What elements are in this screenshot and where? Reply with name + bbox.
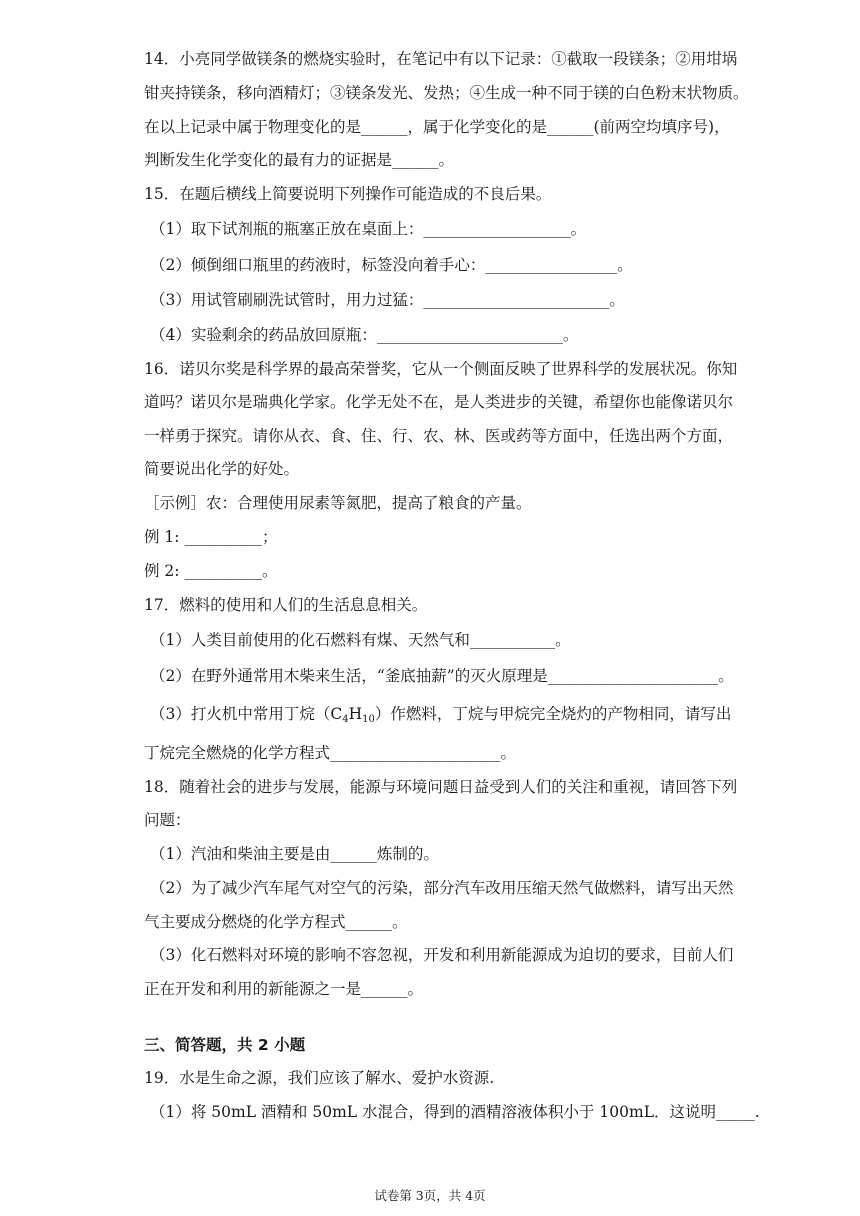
q19-stem: 19．水是生命之源，我们应该了解水、爱护水资源. [144,1069,495,1087]
q17-item-2: （2）在野外通常用木柴来生活，“釜底抽薪”的灭火原理是______________________。 [150,667,734,685]
butane-formula [330,705,375,723]
q18-item-2-line-1: （2）为了减少汽车尾气对空气的污染，部分汽车改用压缩天然气做燃料，请写出天然 [150,879,734,897]
q17-item-3-prefix: （3）打火机中常用丁烷（ [150,705,331,723]
q14-line-4: 判断发生化学变化的最有力的证据是______。 [144,151,455,169]
q14-line-3: 在以上记录中属于物理变化的是______，属于化学变化的是______(前两空均填序号)， [144,118,730,136]
page-footer: 试卷第 3页，共 4页 [374,1188,486,1203]
q14-line-2: 钳夹持镁条，移向酒精灯；③镁条发光、发热；④生成一种不同于镁的白色粉末状物质。 [144,84,749,102]
q18-item-1: （1）汽油和柴油主要是由______炼制的。 [150,845,439,863]
q16-line-2: 道吗？诺贝尔是瑞典化学家。化学无处不在，是人类进步的关键，希望你也能像诺贝尔 [144,393,734,411]
q19-item-1: （1）将 50mL 酒精和 50mL 水混合，得到的酒精溶液体积小于 100mL．这说明_____. [150,1103,760,1121]
q18-item-3-line-2: 正在开发和利用的新能源之一是______。 [144,980,424,998]
q16-line-4: 简要说出化学的好处。 [144,460,300,478]
q17-item-3 [150,704,731,724]
formula-hydrogen-count: 10 [362,714,375,725]
q15-item-3: （3）用试管刷刷洗试管时，用力过猛：________________________。 [150,291,625,309]
q18-line-1: 18．随着社会的进步与发展，能源与环境问题日益受到人们的关注和重视，请回答下列 [144,778,738,796]
formula-carbon: C [330,705,343,723]
q17-item-3-line-2: 丁烷完全燃烧的化学方程式______________________。 [144,744,517,762]
q16-line-3: 一样勇于探究。请你从衣、食、住、行、农、林、医或药等方面中，任选出两个方面， [144,427,734,445]
q18-item-3-line-1: （3）化石燃料对环境的影响不容忽视，开发和利用新能源成为迫切的要求，目前人们 [150,946,734,964]
q16-example: ［示例］农：合理使用尿素等氮肥，提高了粮食的产量。 [144,494,532,512]
q15-item-4: （4）实验剩余的药品放回原瓶：________________________。 [150,326,579,344]
q17-item-1: （1）人类目前使用的化石燃料有煤、天然气和___________。 [150,631,571,649]
formula-hydrogen: H [348,705,363,723]
q17-stem: 17．燃料的使用和人们的生活息息相关。 [144,596,428,614]
section-3-heading: 三、简答题，共 2 小题 [144,1036,306,1054]
q16-example-2: 例 2: __________。 [144,562,278,580]
formula-carbon-count: 4 [342,714,349,725]
q15-item-1: （1）取下试剂瓶的瓶塞正放在桌面上：___________________。 [150,220,587,238]
q16-line-1: 16．诺贝尔奖是科学界的最高荣誉奖，它从一个侧面反映了世界科学的发展状况。你知 [144,360,738,378]
q18-item-2-line-2: 气主要成分燃烧的化学方程式______。 [144,913,408,931]
q15-item-2: （2）倾倒细口瓶里的药液时，标签没向着手心：_________________。 [150,256,633,274]
q15-stem: 15．在题后横线上简要说明下列操作可能造成的不良后果。 [144,185,552,203]
q14-line-1: 14．小亮同学做镁条的燃烧实验时，在笔记中有以下记录：①截取一段镁条；②用坩埚 [144,50,738,68]
q16-example-1: 例 1: __________； [144,528,278,546]
q18-line-2: 问题： [144,811,191,829]
q17-item-3-suffix: ）作燃料，丁烷与甲烷完全烧灼的产物相同，请写出 [374,705,732,723]
